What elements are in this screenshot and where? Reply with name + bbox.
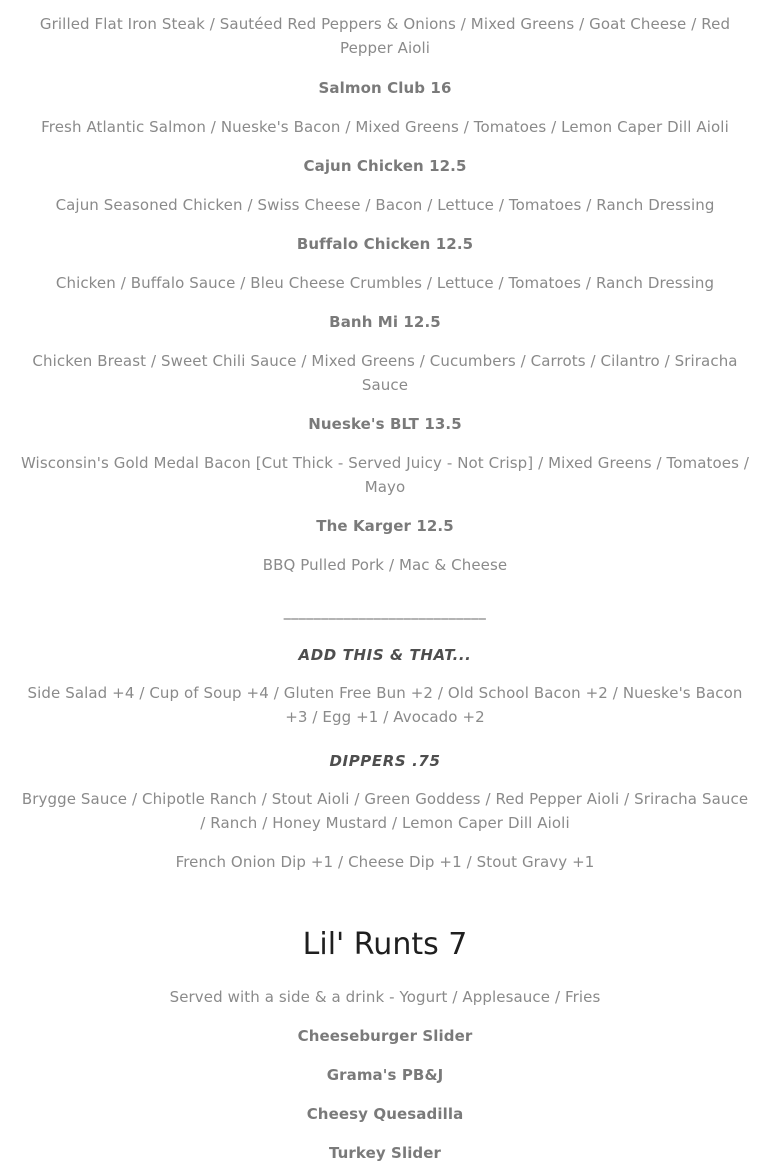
lil-runts-heading: Lil' Runts 7: [302, 927, 468, 962]
lil-runts-intro: Served with a side & a drink - Yogurt / Applesauce / Fries: [169, 988, 601, 1006]
banh-mi-description: Chicken Breast / Sweet Chili Sauce / Mixed Greens / Cucumbers / Carrots / Cilantro / Sriracha Sauce: [32, 352, 738, 394]
section-divider: ___________________________: [283, 604, 487, 620]
buffalo-chicken-description: Chicken / Buffalo Sauce / Bleu Cheese Crumbles / Lettuce / Tomatoes / Ranch Dressing: [55, 274, 715, 292]
steak-description: Grilled Flat Iron Steak / Sautéed Red Peppers & Onions / Mixed Greens / Goat Cheese / Red Pepper Aioli: [39, 15, 731, 57]
lil-runts-item: Cheeseburger Slider: [297, 1027, 473, 1045]
karger-title: The Karger 12.5: [316, 517, 454, 535]
nueskes-blt-description: Wisconsin's Gold Medal Bacon [Cut Thick - Served Juicy - Not Crisp] / Mixed Greens / Tomatoes / Mayo: [20, 454, 750, 496]
karger-description: BBQ Pulled Pork / Mac & Cheese: [262, 556, 508, 574]
buffalo-chicken-title: Buffalo Chicken 12.5: [296, 235, 474, 253]
lil-runts-item: Cheesy Quesadilla: [306, 1105, 464, 1123]
dippers-text: Brygge Sauce / Chipotle Ranch / Stout Aioli / Green Goddess / Red Pepper Aioli / Sriracha Sauce / Ranch / Honey Mustard / Lemon Caper Dill Aioli: [21, 790, 749, 832]
lil-runts-item: Grama's PB&J: [326, 1066, 444, 1084]
add-ons-label: ADD THIS & THAT...: [298, 646, 472, 664]
nueskes-blt-title: Nueske's BLT 13.5: [308, 415, 462, 433]
salmon-club-description: Fresh Atlantic Salmon / Nueske's Bacon / Mixed Greens / Tomatoes / Lemon Caper Dill Aioli: [41, 118, 729, 136]
dippers-premium-text: French Onion Dip +1 / Cheese Dip +1 / Stout Gravy +1: [175, 853, 595, 871]
banh-mi-title: Banh Mi 12.5: [329, 313, 441, 331]
lil-runts-item: Turkey Slider: [328, 1144, 442, 1162]
cajun-chicken-description: Cajun Seasoned Chicken / Swiss Cheese / Bacon / Lettuce / Tomatoes / Ranch Dressing: [55, 196, 715, 214]
dippers-label: DIPPERS .75: [329, 752, 441, 770]
salmon-club-title: Salmon Club 16: [318, 79, 452, 97]
add-ons-text: Side Salad +4 / Cup of Soup +4 / Gluten Free Bun +2 / Old School Bacon +2 / Nueske's Bacon +3 / Egg +1 / Avocado +2: [27, 684, 743, 726]
cajun-chicken-title: Cajun Chicken 12.5: [303, 157, 467, 175]
